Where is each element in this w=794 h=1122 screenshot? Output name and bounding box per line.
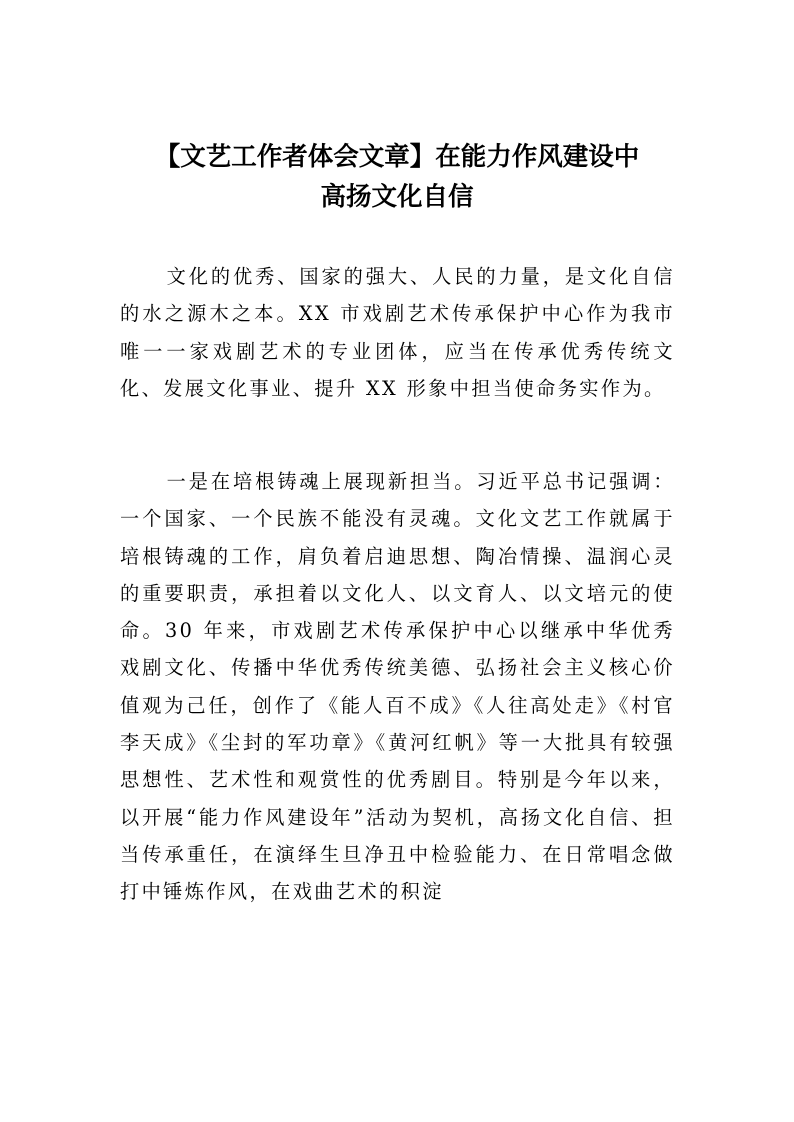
- paragraph-intro: 文化的优秀、国家的强大、人民的力量，是文化自信的水之源木之本。XX 市戏剧艺术传承保护中心作为我市唯一一家戏剧艺术的专业团体，应当在传承优秀传统文化、发展文化事业、提升 XX 形象中担当使命务实作为。: [120, 265, 675, 400]
- title-line-1: 【文艺工作者体会文章】在能力作风建设中: [154, 142, 640, 172]
- paragraph-first-point: 一是在培根铸魂上展现新担当。习近平总书记强调：一个国家、一个民族不能没有灵魂。文化文艺工作就属于培根铸魂的工作，肩负着启迪思想、陶冶情操、温润心灵的重要职责，承担着以文化人、以文育人、以文培元的使命。30 年来，市戏剧艺术传承保护中心以继承中华优秀戏剧文化、传播中华优秀传统美德、弘扬社会主义核心价值观为己任，创作了《能人百不成》《人往高处走》《村官李天成》《尘封的军功章》《黄河红帆》等一大批具有较强思想性、艺术性和观赏性的优秀剧目。特别是今年以来，以开展“能力作风建设年”活动为契机，高扬文化自信、担当传承重任，在演绎生旦净丑中检验能力、在日常唱念做打中锤炼作风，在戏曲艺术的积淀: [120, 470, 675, 904]
- title-line-2: 高扬文化自信: [320, 182, 474, 212]
- document-title: [100, 137, 694, 217]
